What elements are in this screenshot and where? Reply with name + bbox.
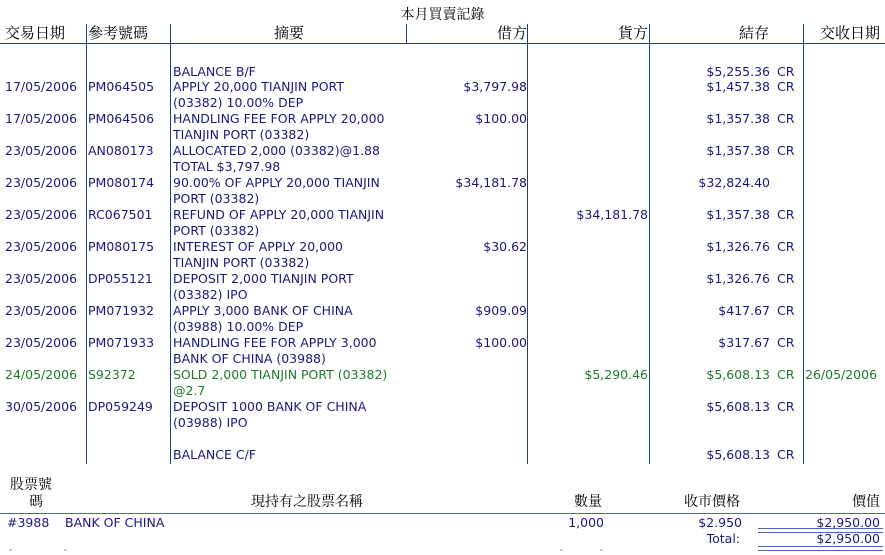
col-header-ref: 參考號碼 bbox=[88, 24, 149, 42]
cell-date: 23/05/2006 bbox=[5, 239, 78, 254]
col-divider bbox=[803, 24, 804, 464]
cell-bal: $1,357.38 bbox=[706, 111, 770, 126]
cell-ref: S92372 bbox=[88, 367, 136, 382]
cell-desc: @2.7 bbox=[173, 383, 206, 398]
cell-desc: (03382) 10.00% DEP bbox=[173, 95, 304, 110]
cell-desc: TIANJIN PORT (03382) bbox=[173, 127, 310, 142]
col-divider bbox=[170, 24, 171, 464]
header-underline bbox=[0, 43, 885, 44]
col-header-settle: 交收日期 bbox=[819, 24, 880, 42]
col-divider bbox=[406, 24, 407, 44]
holdings-header-underline bbox=[0, 513, 885, 514]
cell-cr: CR bbox=[777, 111, 795, 126]
holdings-total-label: Total: bbox=[706, 531, 740, 546]
cell-cr: CR bbox=[777, 79, 795, 94]
cell-desc: SOLD 2,000 TIANJIN PORT (03382) bbox=[173, 367, 388, 382]
scroll-mark bbox=[600, 549, 603, 551]
holdings-header-code-line1: 股票號 bbox=[10, 477, 52, 493]
cell-bal: $1,357.38 bbox=[706, 207, 770, 222]
cell-ref: PM080174 bbox=[88, 175, 155, 190]
cell-desc: (03382) IPO bbox=[173, 287, 248, 302]
cell-bal: $317.67 bbox=[718, 335, 770, 350]
cell-cr: CR bbox=[777, 271, 795, 286]
cell-desc: 90.00% OF APPLY 20,000 TIANJIN bbox=[173, 175, 380, 190]
scroll-mark bbox=[64, 549, 67, 551]
cell-desc: BALANCE C/F bbox=[173, 447, 257, 462]
holding-value: $2,950.00 bbox=[816, 515, 880, 530]
cell-cr: CR bbox=[777, 303, 795, 318]
cell-debit: $909.09 bbox=[475, 303, 527, 318]
cell-cr: CR bbox=[777, 367, 795, 382]
cell-bal: $1,326.76 bbox=[706, 239, 770, 254]
cell-ref: DP059249 bbox=[88, 399, 153, 414]
cell-date: 23/05/2006 bbox=[5, 143, 78, 158]
cell-debit: $34,181.78 bbox=[455, 175, 527, 190]
cell-ref: PM071932 bbox=[88, 303, 155, 318]
cell-cr: CR bbox=[777, 399, 795, 414]
cell-cr: CR bbox=[777, 143, 795, 158]
holding-code: #3988 bbox=[7, 515, 50, 530]
col-header-date: 交易日期 bbox=[5, 24, 66, 42]
col-divider bbox=[86, 24, 87, 464]
cell-ref: PM071933 bbox=[88, 335, 155, 350]
holdings-header-value: 價值 bbox=[852, 494, 880, 510]
cell-date: 24/05/2006 bbox=[5, 367, 78, 382]
cell-bal: $417.67 bbox=[718, 303, 770, 318]
col-header-debit: 借方 bbox=[496, 24, 527, 42]
cell-ref: DP055121 bbox=[88, 271, 153, 286]
cell-desc: HANDLING FEE FOR APPLY 20,000 bbox=[173, 111, 385, 126]
cell-cr: CR bbox=[777, 447, 795, 462]
holding-price: $2.950 bbox=[698, 515, 742, 530]
cell-desc: (03988) 10.00% DEP bbox=[173, 319, 304, 334]
cell-desc: APPLY 3,000 BANK OF CHINA bbox=[173, 303, 353, 318]
cell-date: 23/05/2006 bbox=[5, 175, 78, 190]
cell-desc: BANK OF CHINA (03988) bbox=[173, 351, 326, 366]
cell-credit: $34,181.78 bbox=[576, 207, 648, 222]
scroll-mark bbox=[560, 549, 563, 551]
cell-settle: 26/05/2006 bbox=[805, 367, 878, 382]
holdings-total-value: $2,950.00 bbox=[816, 531, 880, 546]
cell-date: 23/05/2006 bbox=[5, 271, 78, 286]
cell-debit: $100.00 bbox=[475, 111, 527, 126]
cell-credit: $5,290.46 bbox=[584, 367, 648, 382]
cell-ref: PM080175 bbox=[88, 239, 155, 254]
cell-cr: CR bbox=[777, 239, 795, 254]
cell-desc: INTEREST OF APPLY 20,000 bbox=[173, 239, 343, 254]
page-title: 本月買賣記錄 bbox=[400, 7, 485, 23]
cell-desc: DEPOSIT 2,000 TIANJIN PORT bbox=[173, 271, 354, 286]
cell-desc: DEPOSIT 1000 BANK OF CHINA bbox=[173, 399, 367, 414]
cell-desc: TOTAL $3,797.98 bbox=[173, 159, 281, 174]
cell-bal: $5,608.13 bbox=[706, 367, 770, 382]
cell-ref: PM064505 bbox=[88, 79, 155, 94]
cell-date: 23/05/2006 bbox=[5, 207, 78, 222]
cell-cr: CR bbox=[777, 207, 795, 222]
cell-desc: PORT (03382) bbox=[173, 223, 260, 238]
holdings-header-price: 收市價格 bbox=[684, 494, 740, 510]
total-double-line-bottom bbox=[758, 546, 883, 551]
holdings-header-name: 現持有之股票名稱 bbox=[251, 494, 363, 510]
cell-ref: AN080173 bbox=[88, 143, 154, 158]
cell-desc: BALANCE B/F bbox=[173, 64, 256, 79]
cell-desc: (03988) IPO bbox=[173, 415, 248, 430]
cell-bal: $5,608.13 bbox=[706, 447, 770, 462]
cell-desc: ALLOCATED 2,000 (03382)@1.88 bbox=[173, 143, 380, 158]
cell-cr: CR bbox=[777, 64, 795, 79]
cell-desc: PORT (03382) bbox=[173, 191, 260, 206]
cell-ref: PM064506 bbox=[88, 111, 155, 126]
cell-ref: RC067501 bbox=[88, 207, 153, 222]
holding-qty: 1,000 bbox=[568, 515, 604, 530]
holdings-header-code-line2: 碼 bbox=[29, 494, 43, 510]
col-header-balance: 結存 bbox=[738, 24, 769, 42]
cell-desc: APPLY 20,000 TIANJIN PORT bbox=[173, 79, 344, 94]
cell-debit: $100.00 bbox=[475, 335, 527, 350]
cell-date: 17/05/2006 bbox=[5, 111, 78, 126]
col-header-credit: 貨方 bbox=[617, 24, 648, 42]
cell-date: 23/05/2006 bbox=[5, 303, 78, 318]
cell-debit: $30.62 bbox=[483, 239, 527, 254]
cell-bal: $1,357.38 bbox=[706, 143, 770, 158]
cell-date: 17/05/2006 bbox=[5, 79, 78, 94]
holdings-header-qty: 數量 bbox=[574, 494, 602, 510]
cell-desc: HANDLING FEE FOR APPLY 3,000 bbox=[173, 335, 377, 350]
col-divider bbox=[527, 24, 528, 464]
cell-desc: TIANJIN PORT (03382) bbox=[173, 255, 310, 270]
cell-cr: CR bbox=[777, 335, 795, 350]
cell-bal: $32,824.40 bbox=[698, 175, 770, 190]
cell-date: 30/05/2006 bbox=[5, 399, 78, 414]
cell-debit: $3,797.98 bbox=[463, 79, 527, 94]
cell-bal: $5,608.13 bbox=[706, 399, 770, 414]
cell-desc: REFUND OF APPLY 20,000 TIANJIN bbox=[173, 207, 385, 222]
col-header-desc: 摘要 bbox=[273, 24, 304, 42]
scroll-mark bbox=[9, 549, 12, 551]
cell-date: 23/05/2006 bbox=[5, 335, 78, 350]
holding-name: BANK OF CHINA bbox=[65, 515, 165, 530]
cell-bal: $5,255.36 bbox=[706, 64, 770, 79]
cell-bal: $1,326.76 bbox=[706, 271, 770, 286]
cell-bal: $1,457.38 bbox=[706, 79, 770, 94]
